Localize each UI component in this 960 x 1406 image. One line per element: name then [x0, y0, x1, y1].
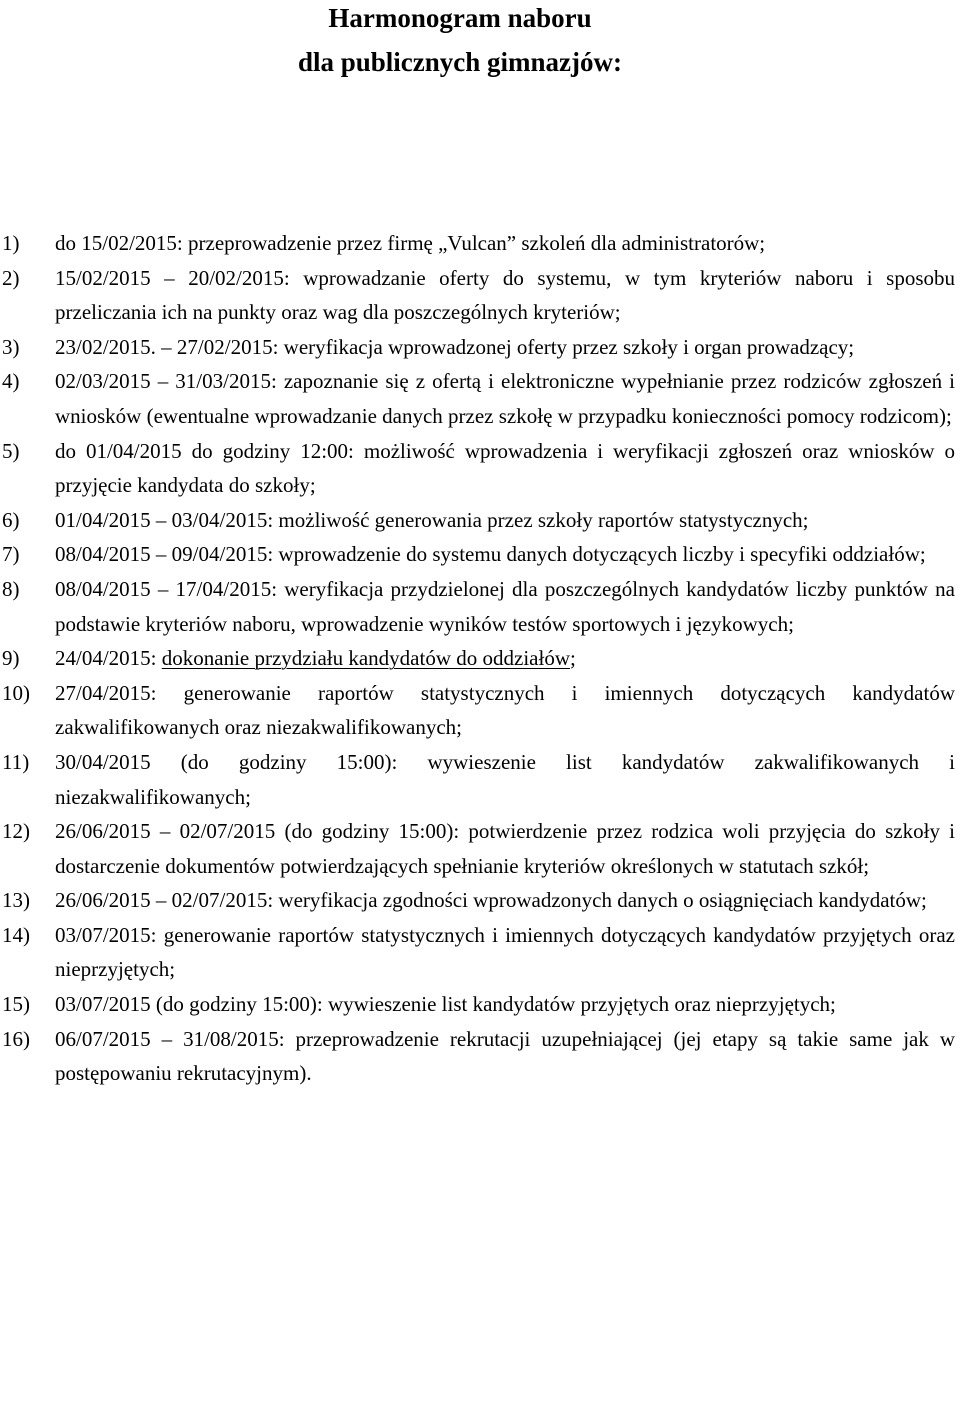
list-item	[0, 918, 955, 987]
list-item	[0, 226, 955, 261]
title-line-2: dla publicznych gimnazjów:	[297, 47, 623, 77]
list-item	[0, 745, 955, 814]
item-text: 30/04/2015 (do godziny 15:00): wywieszenie list kandydatów zakwalifikowanych i niezakwalifikowanych;	[55, 749, 955, 809]
item-number: 8)	[2, 576, 20, 601]
item-number: 4)	[2, 369, 20, 394]
item-text-prefix: 24/04/2015:	[55, 646, 162, 671]
item-number: 16)	[2, 1026, 30, 1051]
title-line-1: Harmonogram naboru	[328, 3, 592, 33]
item-text: do 01/04/2015 do godziny 12:00: możliwość wprowadzenia i weryfikacji zgłoszeń oraz wniosków o przyjęcie kandydata do szkoły;	[55, 438, 955, 498]
item-number: 2)	[2, 265, 20, 290]
schedule-list	[0, 226, 955, 1091]
list-item	[0, 814, 955, 883]
list-item	[0, 330, 955, 365]
item-text: 26/06/2015 – 02/07/2015: weryfikacja zgodności wprowadzonych danych o osiągnięciach kandydatów;	[55, 888, 927, 913]
list-item	[0, 987, 955, 1022]
item-text: do 15/02/2015: przeprowadzenie przez firmę „Vulcan” szkoleń dla administratorów;	[55, 231, 766, 255]
list-item	[0, 537, 955, 572]
item-number: 9)	[2, 646, 20, 671]
list-item	[0, 503, 955, 538]
item-number: 7)	[2, 542, 20, 567]
item-text: 23/02/2015. – 27/02/2015: weryfikacja wprowadzonej oferty przez szkoły i organ prowadzący;	[55, 334, 855, 359]
item-text: 08/04/2015 – 17/04/2015: weryfikacja przydzielonej dla poszczególnych kandydatów liczby punktów na podstawie kryteriów naboru, wprowadzenie wyników testów sportowych i językowych;	[55, 576, 955, 636]
item-number: 6)	[2, 507, 20, 532]
item-number: 12)	[2, 819, 30, 844]
item-number: 1)	[2, 231, 20, 255]
item-text: 01/04/2015 – 03/04/2015: możliwość generowania przez szkoły raportów statystycznych;	[55, 507, 809, 532]
item-number: 10)	[2, 680, 30, 705]
list-item	[0, 641, 955, 676]
item-text-underlined: dokonanie przydziału kandydatów do oddziałów	[161, 646, 570, 671]
list-item	[0, 676, 955, 745]
list-item	[0, 364, 955, 433]
list-item	[0, 261, 955, 330]
item-text: 27/04/2015: generowanie raportów statystycznych i imiennych dotyczących kandydatów zakwalifikowanych oraz niezakwalifikowanych;	[55, 680, 955, 740]
item-number: 13)	[2, 888, 30, 913]
item-number: 11)	[2, 749, 30, 774]
item-text: 03/07/2015: generowanie raportów statystycznych i imiennych dotyczących kandydatów przyjętych oraz nieprzyjętych;	[55, 922, 955, 982]
list-item	[0, 1022, 955, 1091]
item-text-suffix: ;	[569, 646, 576, 671]
item-number: 3)	[2, 334, 20, 359]
list-item	[0, 572, 955, 641]
item-text: 26/06/2015 – 02/07/2015 (do godziny 15:00): potwierdzenie przez rodzica woli przyjęcia do szkoły i dostarczenie dokumentów potwierdzających spełnianie kryteriów określonych w statutach szkół;	[55, 819, 955, 878]
item-number: 14)	[2, 922, 30, 947]
item-text: 03/07/2015 (do godziny 15:00): wywieszenie list kandydatów przyjętych oraz nieprzyjętych;	[55, 992, 836, 1017]
item-number: 15)	[2, 992, 30, 1017]
page-title	[0, 0, 920, 84]
item-text: 06/07/2015 – 31/08/2015: przeprowadzenie rekrutacji uzupełniającej (jej etapy są takie same jak w postępowaniu rekrutacyjnym).	[55, 1026, 955, 1086]
item-text: 02/03/2015 – 31/03/2015: zapoznanie się z ofertą i elektroniczne wypełnianie przez rodziców zgłoszeń i wniosków (ewentualne wprowadzanie danych przez szkołę w przypadku konieczności pomocy rodzicom);	[55, 369, 955, 428]
item-number: 5)	[2, 438, 20, 463]
list-item	[0, 434, 955, 503]
list-item	[0, 883, 955, 918]
item-text: 08/04/2015 – 09/04/2015: wprowadzenie do systemu danych dotyczących liczby i specyfiki oddziałów;	[55, 542, 926, 567]
item-text: 15/02/2015 – 20/02/2015: wprowadzanie oferty do systemu, w tym kryteriów naboru i sposobu przeliczania ich na punkty oraz wag dla poszczególnych kryteriów;	[55, 265, 955, 325]
